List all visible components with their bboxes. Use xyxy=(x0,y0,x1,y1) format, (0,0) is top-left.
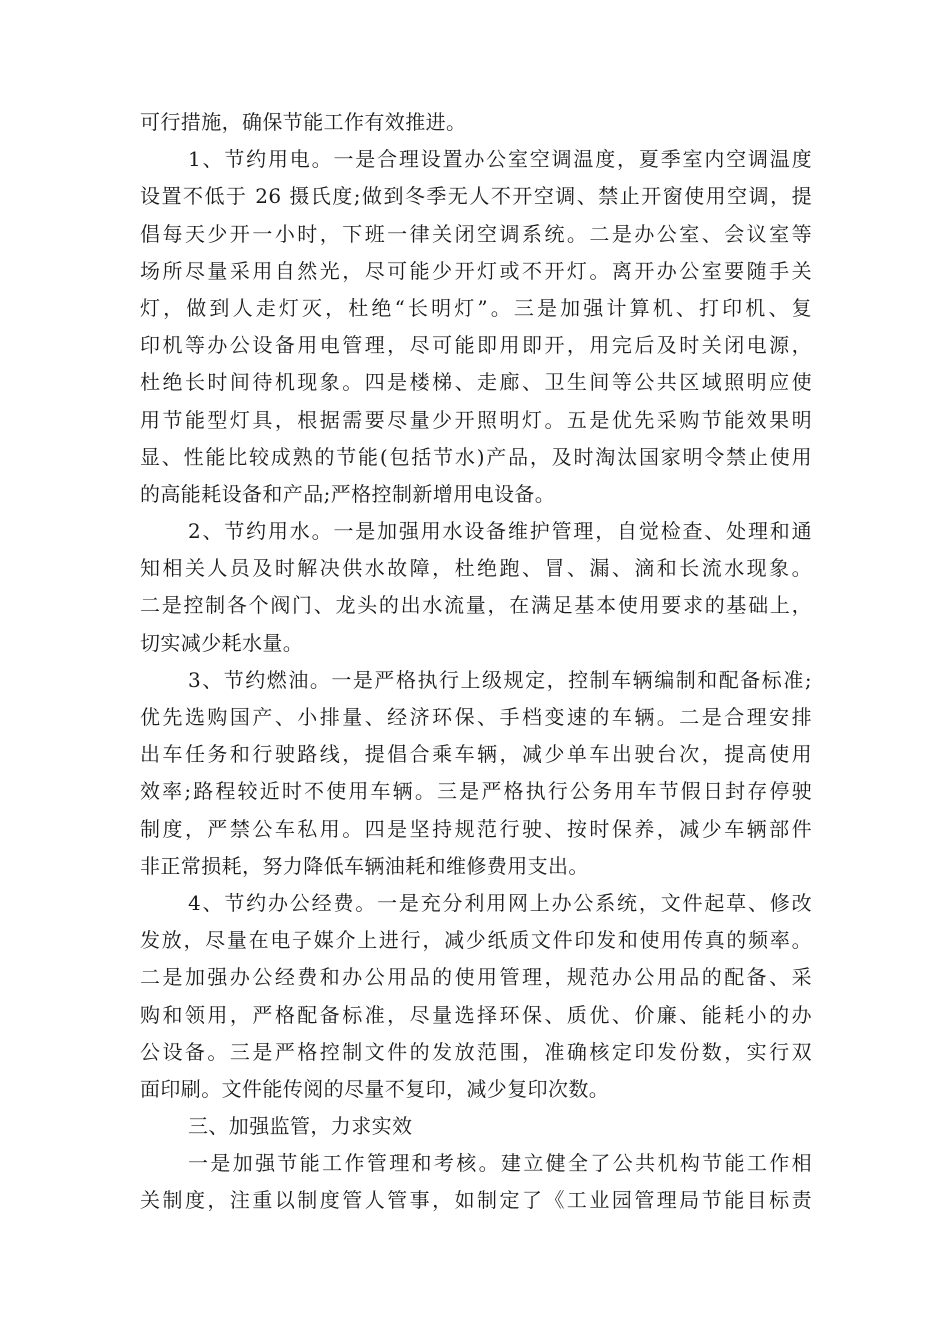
document-page xyxy=(140,104,812,1220)
text-line: 非正常损耗，努力降低车辆油耗和维修费用支出。 xyxy=(140,853,589,878)
text-line: 关制度，注重以制度管人管事，如制定了《工业园管理局节能目标责 xyxy=(140,1188,812,1213)
text-line: 印机等办公设备用电管理，尽可能即用即开，用完后及时关闭电源， xyxy=(140,333,812,358)
text-line: 1、节约用电。一是合理设置办公室空调温度，夏季室内空调温度 xyxy=(188,147,812,172)
text-line: 购和领用，严格配备标准，尽量选择环保、质优、价廉、能耗小的办 xyxy=(140,1002,812,1027)
text-line: 优先选购国产、小排量、经济环保、手档变速的车辆。二是合理安排 xyxy=(140,705,812,729)
text-line: 公设备。三是严格控制文件的发放范围，准确核定印发份数，实行双 xyxy=(140,1039,812,1064)
text-line: 出车任务和行驶路线，提倡合乘车辆，减少单车出驶台次，提高使用 xyxy=(140,742,812,767)
text-line: 面印刷。文件能传阅的尽量不复印，减少复印次数。 xyxy=(140,1076,610,1101)
text-line: 知相关人员及时解决供水故障，杜绝跑、冒、漏、滴和长流水现象。 xyxy=(140,556,812,581)
text-line: 二是加强办公经费和办公用品的使用管理，规范办公用品的配备、采 xyxy=(140,965,812,990)
text-line: 效率;路程较近时不使用车辆。三是严格执行公务用车节假日封存停驶 xyxy=(140,779,812,804)
text-line: 切实减少耗水量。 xyxy=(140,630,304,655)
text-line: 场所尽量采用自然光，尽可能少开灯或不开灯。离开办公室要随手关 xyxy=(140,258,812,283)
text-line: 的高能耗设备和产品;严格控制新增用电设备。 xyxy=(140,481,556,506)
text-line: 3、节约燃油。一是严格执行上级规定，控制车辆编制和配备标准; xyxy=(188,667,812,692)
text-line: 显、性能比较成熟的节能(包括节水)产品，及时淘汰国家明令禁止使用 xyxy=(140,444,812,469)
text-line: 用节能型灯具，根据需要尽量少开照明灯。五是优先采购节能效果明 xyxy=(140,407,812,432)
text-line: 可行措施，确保节能工作有效推进。 xyxy=(140,110,467,134)
text-line: 杜绝长时间待机现象。四是楼梯、走廊、卫生间等公共区域照明应使 xyxy=(140,370,812,395)
text-line: 一是加强节能工作管理和考核。建立健全了公共机构节能工作相 xyxy=(188,1151,812,1176)
text-line: 二是控制各个阀门、龙头的出水流量，在满足基本使用要求的基础上， xyxy=(140,593,812,618)
text-line: 三、加强监管，力求实效 xyxy=(188,1114,413,1139)
text-line: 设置不低于 26 摄氏度;做到冬季无人不开空调、禁止开窗使用空调，提 xyxy=(140,184,812,209)
text-line: 4、节约办公经费。一是充分利用网上办公系统，文件起草、修改 xyxy=(188,890,812,915)
text-line: 倡每天少开一小时，下班一律关闭空调系统。二是办公室、会议室等 xyxy=(140,221,812,246)
text-line: 发放，尽量在电子媒介上进行，减少纸质文件印发和使用传真的频率。 xyxy=(140,928,812,953)
text-line: 2、节约用水。一是加强用水设备维护管理，自觉检查、处理和通 xyxy=(188,519,812,544)
text-line: 制度，严禁公车私用。四是坚持规范行驶、按时保养，减少车辆部件 xyxy=(140,816,812,841)
text-line: 灯，做到人走灯灭，杜绝“长明灯”。三是加强计算机、打印机、复 xyxy=(140,295,812,320)
